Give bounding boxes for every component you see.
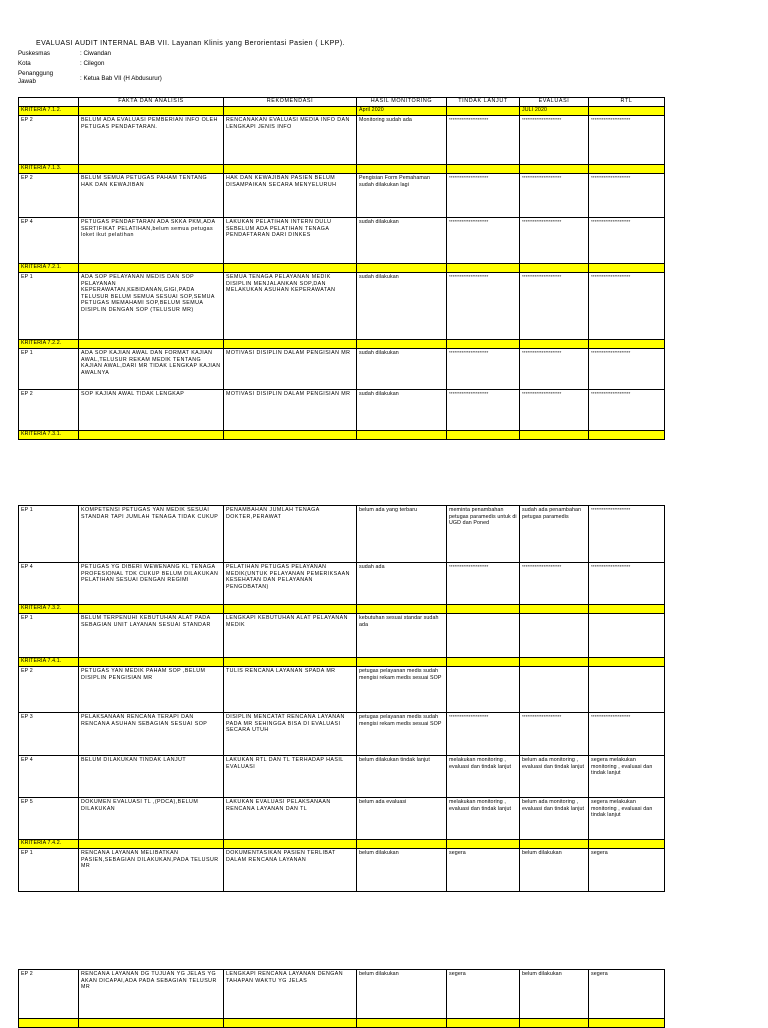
- meta-label: Kota: [18, 60, 31, 67]
- fakta-cell: RENCANA LAYANAN DG TUJUAN YG JELAS YG AKAN DICAPAI,ADA PADA SEBAGIAN TELUSUR MR: [79, 970, 224, 1019]
- criteria-cell: [589, 1019, 665, 1028]
- tindak-lanjut-cell: **********************: [447, 390, 520, 431]
- monitoring-cell: kebutuhan sesuai standar sudah ada: [357, 614, 447, 658]
- criteria-cell: [79, 264, 224, 273]
- evaluasi-cell: belum ada monitoring , evaluasi dan tindak lanjut: [520, 756, 589, 798]
- criteria-cell: [357, 605, 447, 614]
- evaluasi-cell: sudah ada penambahan petugas paramedis: [520, 506, 589, 563]
- rekomendasi-cell: PELATIHAN PETUGAS PELAYANAN MEDIK(UNTUK PELAYANAN PEMERIKSAAN KESEHATAN DAN PELAYANAN PENGOBATAN): [224, 563, 357, 605]
- monitoring-cell: Monitoring sudah ada: [357, 116, 447, 165]
- table-body: [19, 970, 665, 1028]
- criteria-cell: [224, 165, 357, 174]
- tindak-lanjut-cell: **********************: [447, 174, 520, 218]
- rtl-cell: **********************: [589, 390, 665, 431]
- document-title: EVALUASI AUDIT INTERNAL BAB VII. Layanan Klinis yang Berorientasi Pasien ( LKPP).: [36, 40, 345, 47]
- criteria-cell: [447, 264, 520, 273]
- tindak-lanjut-cell: [447, 667, 520, 713]
- rekomendasi-cell: LAKUKAN PELATIHAN INTERN DULU SEBELUM ADA PELATIHAN TENAGA PENDAFTARAN DARI DINKES: [224, 218, 357, 264]
- criteria-label: KRITERIA 7.3.1.: [19, 431, 79, 440]
- meta-label: Penanggung Jawab: [18, 70, 54, 85]
- evaluasi-cell: **********************: [520, 349, 589, 390]
- rekomendasi-cell: LENGKAPI RENCANA LAYANAN DENGAN TAHAPAN WAKTU YG JELAS: [224, 970, 357, 1019]
- tindak-lanjut-cell: **********************: [447, 713, 520, 756]
- monitoring-cell: sudah dilakukan: [357, 273, 447, 340]
- evaluasi-cell: belum dilakukan: [520, 970, 589, 1019]
- meta-value: : Ciwandan: [80, 50, 111, 57]
- rekomendasi-cell: MOTIVASI DISIPLIN DALAM PENGISIAN MR: [224, 349, 357, 390]
- fakta-cell: RENCANA LAYANAN MELIBATKAN PASIEN,SEBAGIAN DILAKUKAN,PADA TELUSUR MR: [79, 849, 224, 892]
- fakta-cell: DOKUMEN EVALUASI TL ,(PDCA),BELUM DILAKUKAN: [79, 798, 224, 840]
- fakta-cell: SOP KAJIAN AWAL TIDAK LENGKAP: [79, 390, 224, 431]
- criteria-cell: [357, 165, 447, 174]
- criteria-cell: [589, 264, 665, 273]
- criteria-cell: [520, 431, 589, 440]
- criteria-row: [19, 264, 665, 273]
- monitoring-cell: belum dilakukan tindak lanjut: [357, 756, 447, 798]
- criteria-cell: [589, 340, 665, 349]
- fakta-cell: ADA SOP KAJIAN AWAL DAN FORMAT KAJIAN AWAL,TELUSUR REKAM MEDIK TENTANG KAJIAN AWAL,DARI MR TIDAK LENGKAP KAJIAN AWALNYA: [79, 349, 224, 390]
- table-body: [19, 107, 665, 440]
- audit-table-page-2: [18, 505, 665, 892]
- criteria-cell: [447, 1019, 520, 1028]
- rekomendasi-cell: DOKUMENTASIKAN PASIEN TERLIBAT DALAM RENCANA LAYANAN: [224, 849, 357, 892]
- table-row: [19, 614, 665, 658]
- ep-cell: EP 3: [19, 713, 79, 756]
- table-row: [19, 506, 665, 563]
- rtl-cell: **********************: [589, 273, 665, 340]
- criteria-label: KRITERIA 7.1.3.: [19, 165, 79, 174]
- rtl-cell: **********************: [589, 563, 665, 605]
- criteria-cell: [224, 431, 357, 440]
- criteria-row: [19, 107, 665, 116]
- ep-cell: EP 4: [19, 563, 79, 605]
- meta-value: : Cilegon: [80, 60, 105, 67]
- criteria-cell: JULI 2020: [520, 107, 589, 116]
- criteria-cell: [520, 840, 589, 849]
- column-header: [19, 98, 79, 107]
- ep-cell: EP 2: [19, 116, 79, 165]
- criteria-cell: [447, 165, 520, 174]
- criteria-label: KRITERIA 7.2.2.: [19, 340, 79, 349]
- table-row: [19, 390, 665, 431]
- criteria-cell: [520, 1019, 589, 1028]
- monitoring-cell: sudah dilakukan: [357, 390, 447, 431]
- rekomendasi-cell: PENAMBAHAN JUMLAH TENAGA DOKTER,PERAWAT: [224, 506, 357, 563]
- column-header: TINDAK LANJUT: [447, 98, 520, 107]
- fakta-cell: BELUM DILAKUKAN TINDAK LANJUT: [79, 756, 224, 798]
- criteria-cell: [447, 107, 520, 116]
- rtl-cell: segera melakukan monitoring , evaluasi dan tindak lanjut: [589, 798, 665, 840]
- criteria-cell: [589, 658, 665, 667]
- tindak-lanjut-cell: **********************: [447, 116, 520, 165]
- rtl-cell: **********************: [589, 218, 665, 264]
- meta-value: : Ketua Bab VII (H Abdusurur): [80, 75, 162, 82]
- tindak-lanjut-cell: **********************: [447, 273, 520, 340]
- monitoring-cell: Pengisian Form Pemahaman sudah dilakukan lagi: [357, 174, 447, 218]
- criteria-cell: [447, 431, 520, 440]
- monitoring-cell: petugas pelayanan medis sudah mengisi rekam medis sesuai SOP: [357, 667, 447, 713]
- criteria-label: [19, 1019, 79, 1028]
- criteria-row: [19, 431, 665, 440]
- rtl-cell: segera: [589, 849, 665, 892]
- criteria-cell: [589, 840, 665, 849]
- rtl-cell: segera melakukan monitoring , evaluasi dan tindak lanjut: [589, 756, 665, 798]
- criteria-cell: [79, 431, 224, 440]
- table-row: [19, 667, 665, 713]
- criteria-row: [19, 1019, 665, 1028]
- tindak-lanjut-cell: [447, 614, 520, 658]
- rekomendasi-cell: TULIS RENCANA LAYANAN SPADA MR: [224, 667, 357, 713]
- rtl-cell: **********************: [589, 713, 665, 756]
- criteria-cell: [224, 340, 357, 349]
- criteria-row: [19, 658, 665, 667]
- criteria-cell: [447, 658, 520, 667]
- rekomendasi-cell: LAKUKAN RTL DAN TL TERHADAP HASIL EVALUASI: [224, 756, 357, 798]
- table-row: [19, 563, 665, 605]
- criteria-cell: [447, 840, 520, 849]
- criteria-cell: [224, 107, 357, 116]
- criteria-cell: [589, 605, 665, 614]
- table-row: [19, 349, 665, 390]
- evaluasi-cell: **********************: [520, 218, 589, 264]
- rtl-cell: **********************: [589, 349, 665, 390]
- fakta-cell: KOMPETENSI PETUGAS YAN MEDIK SESUAI STANDAR TAPI JUMLAH TENAGA TIDAK CUKUP: [79, 506, 224, 563]
- rekomendasi-cell: DISIPLIN MENCATAT RENCANA LAYANAN PADA MR SEHINGGA BISA DI EVALUASI SECARA UTUH: [224, 713, 357, 756]
- monitoring-cell: belum dilakukan: [357, 970, 447, 1019]
- criteria-cell: [520, 264, 589, 273]
- rtl-cell: **********************: [589, 506, 665, 563]
- table-row: [19, 218, 665, 264]
- tindak-lanjut-cell: melakukan monitoring , evaluasi dan tindak lanjut: [447, 756, 520, 798]
- criteria-cell: [589, 165, 665, 174]
- ep-cell: EP 5: [19, 798, 79, 840]
- criteria-cell: [79, 165, 224, 174]
- column-header: FAKTA DAN ANALISIS: [79, 98, 224, 107]
- column-header: EVALUASI: [520, 98, 589, 107]
- criteria-cell: [79, 840, 224, 849]
- ep-cell: EP 1: [19, 349, 79, 390]
- criteria-cell: [79, 340, 224, 349]
- rtl-cell: **********************: [589, 116, 665, 165]
- evaluasi-cell: **********************: [520, 174, 589, 218]
- criteria-cell: [589, 107, 665, 116]
- monitoring-cell: sudah dilakukan: [357, 218, 447, 264]
- criteria-cell: [224, 658, 357, 667]
- ep-cell: EP 2: [19, 390, 79, 431]
- evaluasi-cell: [520, 614, 589, 658]
- criteria-row: [19, 165, 665, 174]
- criteria-row: [19, 605, 665, 614]
- evaluasi-cell: **********************: [520, 713, 589, 756]
- fakta-cell: BELUM ADA EVALUASI PEMBERIAN INFO OLEH PETUGAS PENDAFTARAN.: [79, 116, 224, 165]
- criteria-row: [19, 340, 665, 349]
- ep-cell: EP 4: [19, 218, 79, 264]
- rekomendasi-cell: LAKUKAN EVALUASI PELAKSANAAN RENCANA LAYANAN DAN TL: [224, 798, 357, 840]
- criteria-cell: [357, 340, 447, 349]
- criteria-cell: [520, 340, 589, 349]
- monitoring-cell: petugas pelayanan medis sudah mengisi rekam medis sesuai SOP: [357, 713, 447, 756]
- criteria-cell: [79, 107, 224, 116]
- table-row: [19, 273, 665, 340]
- fakta-cell: PETUGAS YAN MEDIK PAHAM SOP ,BELUM DISIPLIN PENGISIAN MR: [79, 667, 224, 713]
- evaluasi-cell: belum ada monitoring , evaluasi dan tindak lanjut: [520, 798, 589, 840]
- monitoring-cell: belum dilakukan: [357, 849, 447, 892]
- criteria-cell: [589, 431, 665, 440]
- table-row: [19, 756, 665, 798]
- evaluasi-cell: **********************: [520, 273, 589, 340]
- ep-cell: EP 2: [19, 174, 79, 218]
- criteria-cell: [79, 605, 224, 614]
- criteria-row: [19, 840, 665, 849]
- ep-cell: EP 1: [19, 614, 79, 658]
- rtl-cell: **********************: [589, 174, 665, 218]
- criteria-label: KRITERIA 7.3.2.: [19, 605, 79, 614]
- table-row: [19, 116, 665, 165]
- criteria-label: KRITERIA 7.4.2.: [19, 840, 79, 849]
- ep-cell: EP 4: [19, 756, 79, 798]
- criteria-cell: [224, 605, 357, 614]
- criteria-cell: [79, 1019, 224, 1028]
- rtl-cell: segera: [589, 970, 665, 1019]
- ep-cell: EP 2: [19, 970, 79, 1019]
- table-row: [19, 798, 665, 840]
- criteria-cell: [224, 264, 357, 273]
- audit-table-page-3: [18, 969, 665, 1028]
- criteria-label: KRITERIA 7.4.1.: [19, 658, 79, 667]
- criteria-label: KRITERIA 7.2.1.: [19, 264, 79, 273]
- fakta-cell: BELUM SEMUA PETUGAS PAHAM TENTANG HAK DAN KEWAJIBAN: [79, 174, 224, 218]
- criteria-cell: [224, 1019, 357, 1028]
- rekomendasi-cell: HAK DAN KEWAJIBAN PASIEN BELUM DISAMPAIKAN SECARA MENYELURUH: [224, 174, 357, 218]
- rekomendasi-cell: MOTIVASI DISIPLIN DALAM PENGISIAN MR: [224, 390, 357, 431]
- monitoring-cell: belum ada yang terbaru: [357, 506, 447, 563]
- tindak-lanjut-cell: segera: [447, 970, 520, 1019]
- criteria-cell: April 2020: [357, 107, 447, 116]
- evaluasi-cell: [520, 667, 589, 713]
- evaluasi-cell: **********************: [520, 563, 589, 605]
- tindak-lanjut-cell: meminta penambahan petugas paramedis untuk di UGD dan Poned: [447, 506, 520, 563]
- tindak-lanjut-cell: melakukan monitoring , evaluasi dan tindak lanjut: [447, 798, 520, 840]
- rtl-cell: [589, 667, 665, 713]
- fakta-cell: BELUM TERPENUHI KEBUTUHAN ALAT PADA SEBAGIAN UNIT LAYANAN SESUAI STANDAR: [79, 614, 224, 658]
- column-header: REKOMENDASI: [224, 98, 357, 107]
- ep-cell: EP 1: [19, 849, 79, 892]
- fakta-cell: PETUGAS YG DIBERI WEWENANG KL TENAGA PROFESIONAL TDK CUKUP BELUM DILAKUKAN PELATIHAN SESUAI DENGAN REGIMI: [79, 563, 224, 605]
- audit-table-page-1: [18, 97, 665, 440]
- table-body: [19, 506, 665, 892]
- column-header: RTL: [589, 98, 665, 107]
- criteria-cell: [357, 658, 447, 667]
- column-header: HASIL MONITORING: [357, 98, 447, 107]
- criteria-label: KRITERIA 7.1.2.: [19, 107, 79, 116]
- evaluasi-cell: **********************: [520, 116, 589, 165]
- rekomendasi-cell: LENGKAPI KEBUTUHAN ALAT PELAYANAN MEDIK: [224, 614, 357, 658]
- criteria-cell: [447, 340, 520, 349]
- fakta-cell: PELAKSANAAN RENCANA TERAPI DAN RENCANA ASUHAN SEBAGIAN SESUAI SOP: [79, 713, 224, 756]
- fakta-cell: ADA SOP PELAYANAN MEDIS DAN SOP PELAYANAN KEPERAWATAN,KEBIDANAN,GIGI,PADA TELUSUR BELUM SEMUA SESUAI SOP,SEMUA PETUGAS MEMAHAMI SOP,BELUM SEMUA DISIPLIN DENGAN SOP (TELUSUR MR): [79, 273, 224, 340]
- criteria-cell: [520, 605, 589, 614]
- criteria-cell: [224, 840, 357, 849]
- ep-cell: EP 1: [19, 506, 79, 563]
- table-row: [19, 970, 665, 1019]
- table-header-row: [19, 98, 665, 107]
- tindak-lanjut-cell: **********************: [447, 349, 520, 390]
- meta-label: Puskesmas: [18, 50, 50, 57]
- criteria-cell: [520, 658, 589, 667]
- criteria-cell: [357, 1019, 447, 1028]
- tindak-lanjut-cell: segera: [447, 849, 520, 892]
- ep-cell: EP 2: [19, 667, 79, 713]
- ep-cell: EP 1: [19, 273, 79, 340]
- monitoring-cell: belum ada evaluasi: [357, 798, 447, 840]
- criteria-cell: [520, 165, 589, 174]
- rekomendasi-cell: SEMUA TENAGA PELAYANAN MEDIK DISIPLIN MENJALANKAN SOP,DAN MELAKUKAN ASUHAN KEPERAWATAN: [224, 273, 357, 340]
- criteria-cell: [357, 264, 447, 273]
- tindak-lanjut-cell: **********************: [447, 563, 520, 605]
- criteria-cell: [447, 605, 520, 614]
- tindak-lanjut-cell: **********************: [447, 218, 520, 264]
- rekomendasi-cell: RENCANAKAN EVALUASI MEDIA INFO DAN LENGKAPI JENIS INFO: [224, 116, 357, 165]
- criteria-cell: [79, 658, 224, 667]
- criteria-cell: [357, 840, 447, 849]
- evaluasi-cell: belum dilakukan: [520, 849, 589, 892]
- table-row: [19, 849, 665, 892]
- evaluasi-cell: **********************: [520, 390, 589, 431]
- criteria-cell: [357, 431, 447, 440]
- monitoring-cell: sudah ada: [357, 563, 447, 605]
- table-row: [19, 713, 665, 756]
- rtl-cell: [589, 614, 665, 658]
- fakta-cell: PETUGAS PENDAFTARAN ADA SKKA PKM,ADA SERTIFIKAT PELATIHAN,belum semua petugas loket ikut pelatihan: [79, 218, 224, 264]
- table-row: [19, 174, 665, 218]
- monitoring-cell: sudah dilakukan: [357, 349, 447, 390]
